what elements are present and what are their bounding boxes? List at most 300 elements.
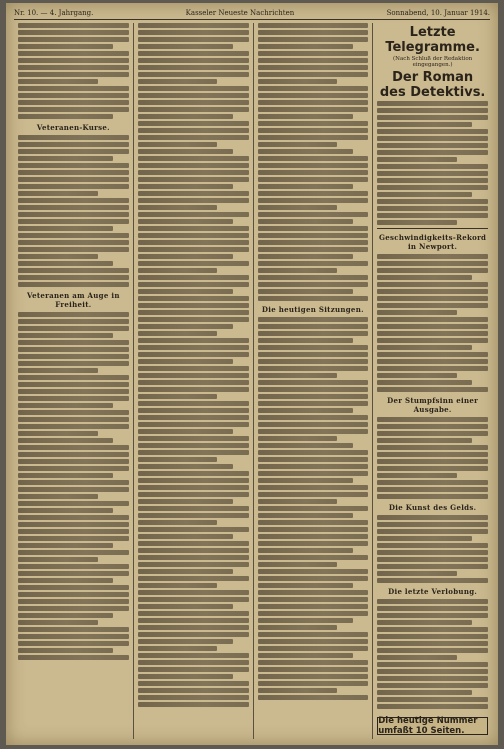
text-line xyxy=(138,597,249,602)
text-line xyxy=(258,527,369,532)
text-line xyxy=(138,170,249,175)
text-line xyxy=(377,613,488,618)
text-line xyxy=(377,178,488,183)
text-line xyxy=(258,72,369,77)
text-line xyxy=(138,198,249,203)
text-line xyxy=(18,375,129,380)
text-line xyxy=(258,184,353,189)
text-line xyxy=(138,135,249,140)
text-line xyxy=(258,324,369,329)
text-line xyxy=(18,86,129,91)
text-line xyxy=(18,333,113,338)
text-line xyxy=(377,192,472,197)
text-line xyxy=(377,438,472,443)
text-line xyxy=(18,30,129,35)
text-line xyxy=(258,457,369,462)
text-line xyxy=(377,108,488,113)
text-line xyxy=(138,401,249,406)
text-line xyxy=(138,86,249,91)
text-line xyxy=(18,466,129,471)
text-line xyxy=(258,429,369,434)
text-line xyxy=(18,93,129,98)
text-line xyxy=(258,681,369,686)
text-line xyxy=(258,380,369,385)
text-line xyxy=(258,219,353,224)
text-line xyxy=(18,641,129,646)
text-line xyxy=(138,527,249,532)
text-line xyxy=(18,347,129,352)
text-line xyxy=(258,240,369,245)
text-line xyxy=(138,226,249,231)
text-line xyxy=(258,695,369,700)
text-line xyxy=(138,646,218,651)
text-line xyxy=(18,599,129,604)
text-line xyxy=(138,261,249,266)
text-line xyxy=(377,662,488,667)
text-line xyxy=(258,198,369,203)
text-line xyxy=(138,415,249,420)
text-line xyxy=(377,543,488,548)
text-line xyxy=(258,597,369,602)
text-line xyxy=(258,289,353,294)
text-line xyxy=(258,611,369,616)
text-line xyxy=(138,184,233,189)
text-line xyxy=(258,653,353,658)
text-line xyxy=(258,492,369,497)
column-2 xyxy=(134,23,254,739)
text-line xyxy=(138,625,249,630)
text-line xyxy=(377,557,488,562)
text-line xyxy=(18,592,129,597)
text-line xyxy=(258,639,369,644)
text-line xyxy=(377,289,488,294)
text-line xyxy=(377,697,488,702)
text-line xyxy=(138,254,233,259)
text-line xyxy=(258,100,369,105)
text-line xyxy=(377,459,488,464)
text-line xyxy=(18,170,129,175)
text-line xyxy=(18,23,129,28)
text-line xyxy=(18,44,113,49)
text-line xyxy=(18,163,129,168)
text-line xyxy=(138,100,249,105)
text-line xyxy=(377,282,488,287)
text-line xyxy=(138,394,218,399)
text-line xyxy=(377,515,488,520)
text-line xyxy=(18,135,129,140)
text-line xyxy=(138,534,233,539)
text-line xyxy=(18,361,129,366)
column-4 xyxy=(373,23,492,739)
text-line xyxy=(138,653,249,658)
text-line xyxy=(377,101,488,106)
text-line xyxy=(18,396,129,401)
text-line xyxy=(138,695,249,700)
text-line xyxy=(258,667,369,672)
text-line xyxy=(18,508,113,513)
text-line xyxy=(377,655,457,660)
text-line xyxy=(258,37,369,42)
text-line xyxy=(258,373,338,378)
text-line xyxy=(18,655,129,660)
text-line xyxy=(138,674,233,679)
text-line xyxy=(377,606,488,611)
text-line xyxy=(138,436,249,441)
text-line xyxy=(138,373,249,378)
text-line xyxy=(377,466,488,471)
text-line xyxy=(258,212,369,217)
text-line xyxy=(18,65,129,70)
text-line xyxy=(18,501,129,506)
text-line xyxy=(377,129,488,134)
text-line xyxy=(258,513,353,518)
text-line xyxy=(138,702,249,707)
text-line xyxy=(18,212,129,217)
text-line xyxy=(18,578,113,583)
text-line xyxy=(377,550,488,555)
page-count-notice: Die heutige Nummer umfaßt 10 Seiten. xyxy=(377,717,488,735)
text-line xyxy=(18,233,129,238)
text-line xyxy=(377,115,488,120)
text-line xyxy=(258,226,369,231)
text-line xyxy=(138,338,249,343)
text-line xyxy=(18,445,129,450)
text-line xyxy=(258,282,369,287)
text-line xyxy=(258,394,369,399)
text-line xyxy=(18,557,98,562)
text-line xyxy=(138,548,249,553)
text-line xyxy=(258,296,369,301)
text-line xyxy=(377,690,472,695)
text-line xyxy=(138,296,249,301)
text-line xyxy=(258,534,369,539)
text-line xyxy=(138,177,249,182)
text-line xyxy=(258,254,353,259)
text-line xyxy=(138,121,249,126)
text-line xyxy=(18,550,129,555)
text-line xyxy=(138,128,249,133)
text-line xyxy=(377,317,488,322)
text-line xyxy=(258,576,369,581)
text-line xyxy=(138,352,249,357)
text-line xyxy=(18,634,129,639)
text-line xyxy=(258,464,369,469)
text-line xyxy=(377,373,457,378)
text-line xyxy=(138,79,218,84)
text-line xyxy=(18,648,113,653)
text-line xyxy=(18,107,129,112)
text-line xyxy=(258,51,369,56)
text-line xyxy=(138,310,249,315)
text-line xyxy=(18,536,129,541)
text-line xyxy=(138,303,249,308)
article-heading: Veteranen-Kurse. xyxy=(36,123,110,132)
article-heading: Die letzte Verlobung. xyxy=(388,587,478,596)
text-line xyxy=(377,648,488,653)
text-line xyxy=(138,576,249,581)
text-line xyxy=(377,150,488,155)
text-line xyxy=(138,562,249,567)
text-line xyxy=(18,494,98,499)
text-line xyxy=(138,457,218,462)
text-line xyxy=(377,268,488,273)
article-heading: Die Kunst des Gelds. xyxy=(388,503,477,512)
text-line xyxy=(258,149,353,154)
text-line xyxy=(18,247,129,252)
text-line xyxy=(18,382,129,387)
text-line xyxy=(258,520,369,525)
text-line xyxy=(138,590,249,595)
text-line xyxy=(138,471,249,476)
text-line xyxy=(18,254,98,259)
columns xyxy=(14,23,492,739)
text-line xyxy=(18,571,129,576)
text-line xyxy=(377,599,488,604)
text-line xyxy=(377,529,488,534)
text-line xyxy=(258,331,369,336)
text-line xyxy=(138,569,233,574)
text-line xyxy=(18,410,129,415)
text-line xyxy=(18,627,129,632)
text-line xyxy=(138,604,233,609)
text-line xyxy=(377,431,488,436)
text-line xyxy=(18,403,113,408)
text-line xyxy=(377,564,488,569)
text-line xyxy=(258,317,369,322)
issue-number: Nr. 10. — 4. Jahrgang. xyxy=(14,9,94,17)
text-line xyxy=(258,275,369,280)
text-line xyxy=(377,199,488,204)
text-line xyxy=(138,58,249,63)
column-3 xyxy=(254,23,374,739)
text-line xyxy=(138,681,249,686)
text-line xyxy=(18,198,129,203)
text-line xyxy=(258,555,369,560)
text-line xyxy=(258,135,369,140)
text-line xyxy=(377,487,488,492)
text-line xyxy=(138,443,249,448)
text-line xyxy=(18,72,129,77)
text-line xyxy=(258,142,338,147)
text-line xyxy=(138,387,249,392)
text-line xyxy=(377,522,488,527)
text-line xyxy=(138,380,249,385)
text-line xyxy=(18,452,129,457)
text-line xyxy=(377,536,472,541)
text-line xyxy=(377,704,488,709)
text-line xyxy=(138,219,233,224)
text-line xyxy=(258,114,353,119)
text-line xyxy=(138,366,249,371)
text-line xyxy=(258,156,369,161)
text-line xyxy=(18,529,129,534)
text-line xyxy=(18,205,129,210)
text-line xyxy=(18,459,129,464)
text-line xyxy=(138,408,249,413)
text-line xyxy=(138,660,249,665)
text-line xyxy=(18,480,129,485)
text-line xyxy=(138,583,218,588)
page-header xyxy=(14,7,490,20)
text-line xyxy=(138,688,249,693)
text-line xyxy=(258,30,369,35)
text-line xyxy=(18,191,98,196)
text-line xyxy=(138,156,249,161)
text-line xyxy=(138,114,233,119)
text-line xyxy=(258,359,369,364)
text-line xyxy=(18,389,129,394)
text-line xyxy=(138,107,249,112)
text-line xyxy=(18,473,113,478)
text-line xyxy=(18,606,129,611)
text-line xyxy=(258,247,369,252)
text-line xyxy=(18,177,129,182)
text-line xyxy=(18,275,129,280)
text-line xyxy=(18,142,129,147)
text-line xyxy=(258,625,338,630)
section-subtitle: (Nach Schluß der Redaktion eingegangen.) xyxy=(393,56,473,68)
text-line xyxy=(138,233,249,238)
text-line xyxy=(18,100,129,105)
text-line xyxy=(138,541,249,546)
issue-date: Sonnabend, 10. Januar 1914. xyxy=(386,9,490,17)
text-line xyxy=(138,142,218,147)
text-line xyxy=(138,240,249,245)
text-line xyxy=(18,58,129,63)
text-line xyxy=(258,268,338,273)
text-line xyxy=(377,571,457,576)
text-line xyxy=(258,93,369,98)
text-line xyxy=(258,604,369,609)
text-line xyxy=(138,247,249,252)
text-line xyxy=(138,149,233,154)
text-line xyxy=(18,620,98,625)
text-line xyxy=(18,368,98,373)
text-line xyxy=(258,107,369,112)
text-line xyxy=(377,627,488,632)
text-line xyxy=(138,23,249,28)
column-1 xyxy=(14,23,134,739)
text-line xyxy=(258,688,338,693)
text-line xyxy=(258,163,369,168)
text-line xyxy=(138,464,233,469)
text-line xyxy=(258,23,369,28)
text-line xyxy=(138,520,218,525)
text-line xyxy=(377,157,457,162)
text-line xyxy=(258,506,369,511)
text-line xyxy=(258,443,353,448)
text-line xyxy=(138,506,249,511)
text-line xyxy=(258,79,338,84)
text-line xyxy=(18,431,98,436)
text-line xyxy=(18,51,129,56)
article-heading: Der Stumpfsinn einer Ausgabe. xyxy=(387,396,479,414)
text-line xyxy=(377,683,488,688)
text-line xyxy=(18,326,129,331)
text-line xyxy=(18,219,129,224)
text-line xyxy=(258,583,353,588)
text-line xyxy=(377,261,488,266)
text-line xyxy=(138,513,249,518)
text-line xyxy=(258,415,369,420)
text-line xyxy=(18,613,113,618)
text-line xyxy=(258,65,369,70)
text-line xyxy=(377,164,488,169)
text-line xyxy=(138,359,233,364)
text-line xyxy=(138,65,249,70)
text-line xyxy=(377,417,488,422)
text-line xyxy=(377,206,488,211)
text-line xyxy=(258,261,369,266)
text-line xyxy=(258,590,369,595)
text-line xyxy=(138,485,249,490)
text-line xyxy=(258,450,369,455)
text-line xyxy=(138,268,218,273)
text-line xyxy=(138,51,249,56)
text-line xyxy=(138,72,249,77)
text-line xyxy=(377,578,488,583)
text-line xyxy=(138,317,249,322)
text-line xyxy=(18,417,129,422)
text-line xyxy=(377,324,488,329)
text-line xyxy=(258,436,338,441)
text-line xyxy=(377,445,488,450)
text-line xyxy=(258,569,369,574)
text-line xyxy=(138,429,233,434)
text-line xyxy=(258,541,369,546)
text-line xyxy=(377,676,488,681)
text-line xyxy=(138,282,249,287)
text-line xyxy=(258,44,353,49)
text-line xyxy=(377,480,488,485)
text-line xyxy=(377,494,488,499)
text-line xyxy=(18,340,129,345)
text-line xyxy=(18,319,129,324)
text-line xyxy=(258,401,369,406)
text-line xyxy=(138,345,249,350)
text-line xyxy=(258,86,369,91)
text-line xyxy=(138,212,249,217)
text-line xyxy=(377,254,488,259)
text-line xyxy=(138,331,218,336)
text-line xyxy=(377,473,457,478)
text-line xyxy=(138,667,249,672)
text-line xyxy=(377,338,488,343)
text-line xyxy=(18,438,113,443)
text-line xyxy=(377,310,457,315)
text-line xyxy=(138,499,233,504)
divider xyxy=(377,228,488,229)
text-line xyxy=(138,205,218,210)
text-line xyxy=(138,37,249,42)
text-line xyxy=(138,30,249,35)
text-line xyxy=(18,487,129,492)
newspaper-page xyxy=(6,3,498,745)
section-title: Letzte Telegramme. xyxy=(385,25,480,55)
text-line xyxy=(18,522,129,527)
article-heading: Die heutigen Sitzungen. xyxy=(261,305,364,314)
text-line xyxy=(377,213,488,218)
text-line xyxy=(138,275,249,280)
text-line xyxy=(258,548,353,553)
text-line xyxy=(18,268,129,273)
text-line xyxy=(18,114,113,119)
text-line xyxy=(138,93,249,98)
text-line xyxy=(258,177,369,182)
text-line xyxy=(377,669,488,674)
text-line xyxy=(377,387,488,392)
text-line xyxy=(18,79,98,84)
